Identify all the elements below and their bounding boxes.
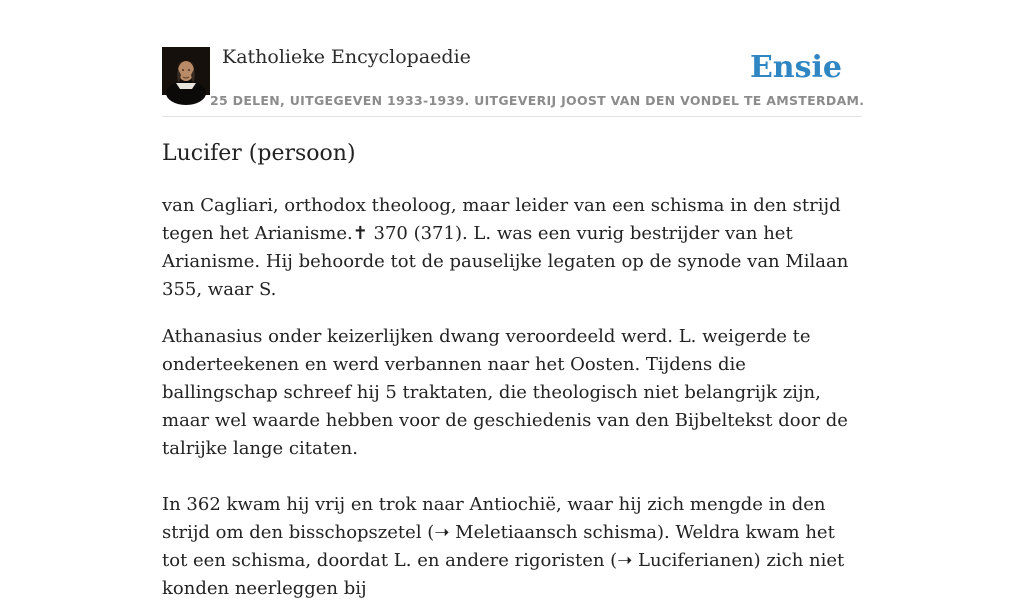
portrait-avatar-icon-graphic: [162, 47, 210, 95]
portrait-avatar-icon[interactable]: [162, 47, 210, 95]
article-paragraph-1: van Cagliari, orthodox theoloog, maar leider van een schisma in den strijd tegen het Arianisme.✝ 370 (371). L. was een vurig bestrijder van het Arianisme. Hij behoorde tot de pauselijke legaten op de synode van Milaan 355, waar S.: [162, 195, 849, 300]
site-subtitle: 25 DELEN, UITGEGEVEN 1933-1939. UITGEVERIJ JOOST VAN DEN VONDEL TE AMSTERDAM.: [210, 93, 865, 108]
meletiaansch-schisma-link[interactable]: ➝ Meletiaansch schisma: [434, 522, 658, 543]
article-paragraph-2: Athanasius onder keizerlijken dwang veroordeeld werd. L. weigerde te onderteekenen en werd verbannen naar het Oosten. Tijdens die ballingschap schreef hij 5 traktaten, die theologisch niet belangrijk zijn, maar wel waarde hebben voor de geschiedenis van den Bijbeltekst door de talrijke lange citaten.: [162, 326, 848, 459]
ensie-logo-link[interactable]: Ensie: [749, 50, 842, 85]
luciferianen-link[interactable]: ➝ Luciferianen: [617, 550, 754, 571]
site-header: [162, 40, 865, 117]
paragraph-3-text-b: ). Weldra kwam het tot een schisma, doordat L. en andere rigoristen (: [162, 522, 835, 571]
site-title[interactable]: Katholieke Encyclopaedie: [222, 46, 471, 68]
paragraph-3-text-a: In 362 kwam hij vrij en trok naar Antiochië, waar hij zich mengde in den strijd om den bisschopszetel (: [162, 494, 826, 543]
article-paragraph-3: [162, 491, 862, 603]
paragraph-3-text-c: ) zich niet konden neerleggen bij: [162, 550, 845, 599]
article: [162, 138, 862, 603]
article-title: Lucifer (persoon): [162, 141, 356, 166]
